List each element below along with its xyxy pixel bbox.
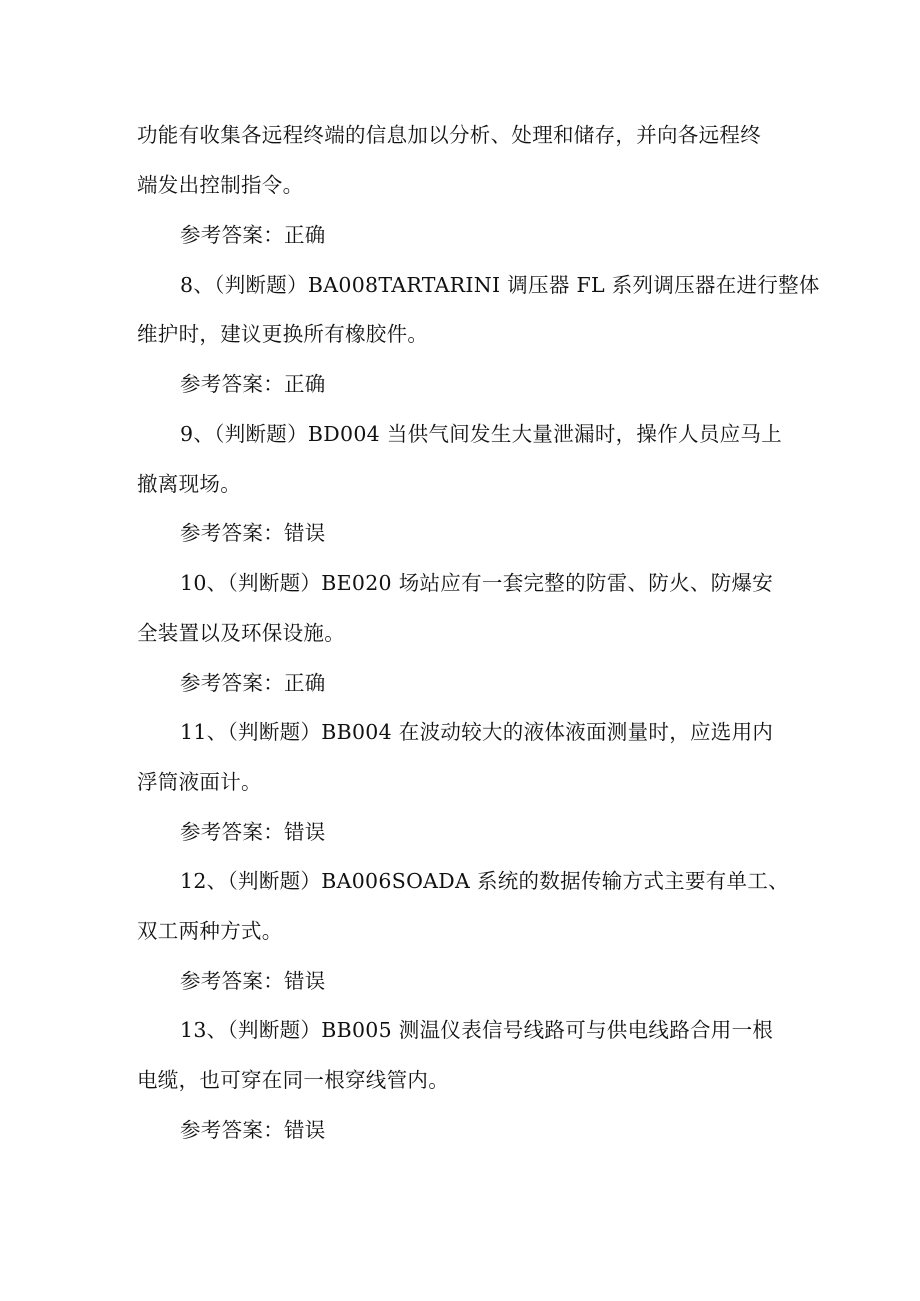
question-13-line-1: 13、（判断题）BB005 测温仪表信号线路可与供电线路合用一根 xyxy=(180,1018,774,1042)
question-9-answer: 参考答案：错误 xyxy=(180,521,326,545)
question-11-line-1: 11、（判断题）BB004 在波动较大的液体液面测量时，应选用内 xyxy=(180,720,774,744)
question-9-line-1: 9、（判断题）BD004 当供气间发生大量泄漏时，操作人员应马上 xyxy=(180,422,783,446)
intro-answer: 参考答案：正确 xyxy=(180,223,326,247)
question-8-line-2: 维护时，建议更换所有橡胶件。 xyxy=(137,322,429,346)
question-10-line-2: 全装置以及环保设施。 xyxy=(137,621,345,645)
question-13-answer: 参考答案：错误 xyxy=(180,1118,326,1142)
question-12-line-1: 12、（判断题）BA006SOADA 系统的数据传输方式主要有单工、 xyxy=(180,869,789,893)
question-11-line-2: 浮筒液面计。 xyxy=(137,770,262,794)
question-8-answer: 参考答案：正确 xyxy=(180,372,326,396)
question-10-answer: 参考答案：正确 xyxy=(180,671,326,695)
question-9-line-2: 撤离现场。 xyxy=(137,472,241,496)
question-12-answer: 参考答案：错误 xyxy=(180,969,326,993)
question-8-line-1: 8、（判断题）BA008TARTARINI 调压器 FL 系列调压器在进行整体 xyxy=(180,273,820,297)
question-11-answer: 参考答案：错误 xyxy=(180,820,326,844)
question-12-line-2: 双工两种方式。 xyxy=(137,919,283,943)
question-10-line-1: 10、（判断题）BE020 场站应有一套完整的防雷、防火、防爆安 xyxy=(180,571,774,595)
intro-text-line-1: 功能有收集各远程终端的信息加以分析、处理和储存，并向各远程终 xyxy=(137,123,761,147)
intro-text-line-2: 端发出控制指令。 xyxy=(137,173,304,197)
question-13-line-2: 电缆，也可穿在同一根穿线管内。 xyxy=(137,1068,449,1092)
